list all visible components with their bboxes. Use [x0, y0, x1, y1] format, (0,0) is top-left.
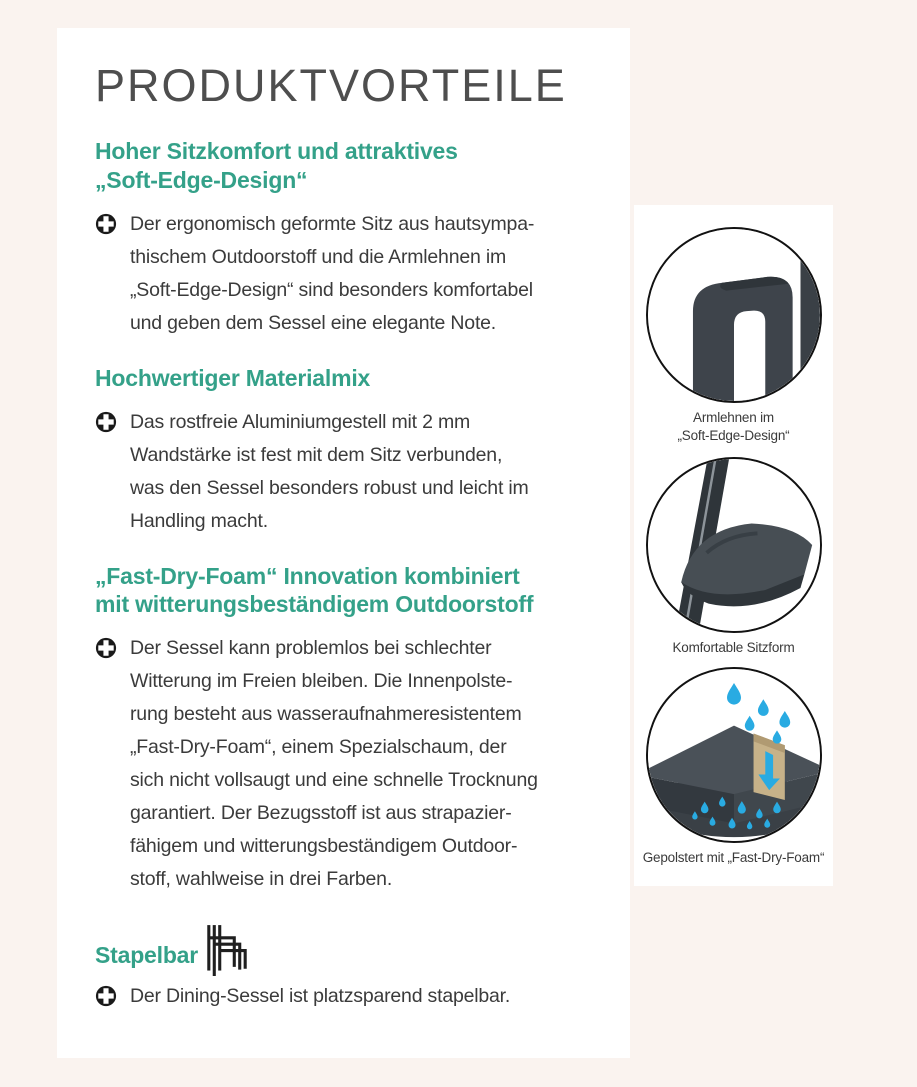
- armrest-closeup-photo: [646, 227, 822, 403]
- bullet-text: Der Dining-Sessel ist platzsparend stapelbar.: [130, 985, 511, 1008]
- seat-corner-closeup-photo: [646, 457, 822, 633]
- bullet-text: Der Sessel kann problemlos bei schlechter Witterung im Freien bleiben. Die Innenpolste- rung besteht aus wasseraufnahmeresistentem „Fast-Dry-Foam“, einem Spezialschaum, der sich nicht vollsaugt und eine schnelle Trocknung garantiert. Der Bezugsstoff ist aus strapazier- fähigem und witterungsbeständigem Outdoor- stoff, wahlweise in drei Farben.: [130, 637, 538, 891]
- bullet-item: [95, 406, 590, 538]
- figure-caption: Komfortable Sitzform: [672, 640, 795, 656]
- stacked-chairs-icon: [204, 916, 250, 976]
- bullet-text: Der ergonomisch geformte Sitz aus hautsympa- thischem Outdoorstoff und die Armlehnen im „Soft-Edge-Design“ sind besonders komfortabel und geben dem Sessel eine elegante Note.: [130, 212, 535, 334]
- figure-cushion: [643, 667, 825, 867]
- plus-circle-icon: [95, 213, 117, 235]
- figure-armrest: [646, 227, 822, 444]
- main-content-panel: [57, 28, 630, 1058]
- section-heading-sitzkomfort: Hoher Sitzkomfort und attraktives „Soft-Edge-Design“: [95, 137, 458, 193]
- bullet-text: Das rostfreie Aluminiumgestell mit 2 mm Wandstärke ist fest mit dem Sitz verbunden, was den Sessel besonders robust und leicht im Handling macht.: [130, 410, 529, 532]
- figure-seat-corner: [646, 457, 822, 657]
- plus-circle-icon: [95, 985, 117, 1007]
- section-heading-materialmix: Hochwertiger Materialmix: [95, 364, 371, 391]
- cushion-fast-dry-foam-photo: [646, 667, 822, 843]
- bullet-item: [95, 208, 590, 340]
- figure-caption: Gepolstert mit „Fast-Dry-Foam“: [642, 849, 825, 865]
- plus-circle-icon: [95, 637, 117, 659]
- figure-caption: Armlehnen im „Soft-Edge-Design“: [677, 410, 790, 443]
- page-title: PRODUKTVORTEILE: [95, 60, 567, 111]
- bullet-item: [95, 980, 590, 1013]
- section-heading-stapelbar: [95, 916, 590, 970]
- section-heading-fast-dry-foam: „Fast-Dry-Foam“ Innovation kombiniert mit witterungsbeständigem Outdoorstoff: [95, 562, 534, 618]
- plus-circle-icon: [95, 411, 117, 433]
- figure-panel: [634, 205, 833, 886]
- stapelbar-label: Stapelbar: [95, 942, 199, 969]
- bullet-item: [95, 632, 590, 896]
